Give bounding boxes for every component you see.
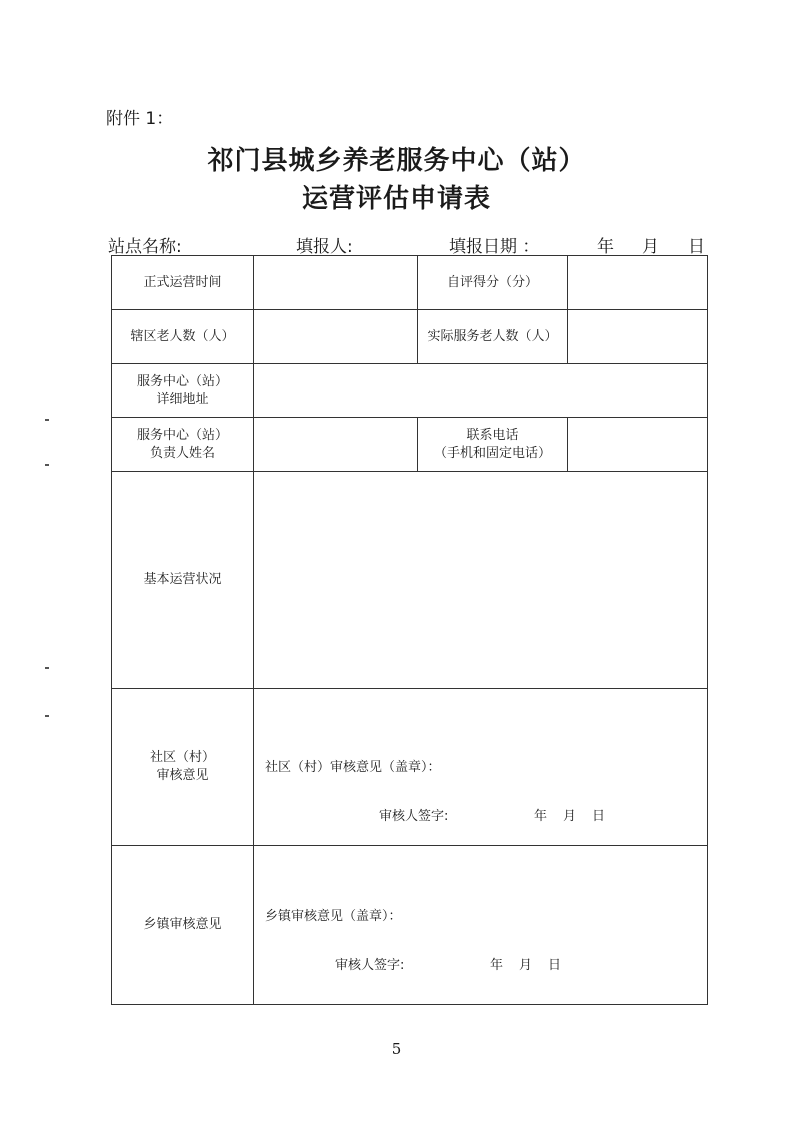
- head-name-label: 服务中心（站） 负责人姓名: [111, 417, 254, 472]
- margin-mark: [45, 715, 49, 717]
- phone-field[interactable]: [567, 417, 708, 472]
- address-label: 服务中心（站） 详细地址: [111, 363, 254, 418]
- month-label: 月: [642, 237, 659, 257]
- town-month-label: 月: [519, 958, 533, 973]
- community-opinion-label: 社区（村）审核意见（盖章）：: [265, 760, 441, 775]
- margin-mark: [45, 419, 49, 421]
- community-year-label: 年: [534, 809, 548, 824]
- filler-label: 填报人:: [296, 237, 353, 257]
- served-elderly-label: 实际服务老人数（人）: [417, 309, 568, 364]
- day-label: 日: [688, 237, 705, 257]
- town-day-label: 日: [548, 958, 562, 973]
- town-review-label: 乡镇审核意见: [111, 845, 254, 1005]
- official-time-label: 正式运营时间: [111, 255, 254, 310]
- self-score-label: 自评得分（分）: [417, 255, 568, 310]
- application-form-table: [111, 255, 708, 1005]
- district-elderly-label: 辖区老人数（人）: [111, 309, 254, 364]
- community-review-field[interactable]: [253, 688, 708, 846]
- margin-mark: [45, 464, 49, 466]
- phone-label: 联系电话 （手机和固定电话）: [417, 417, 568, 472]
- community-review-label: 社区（村） 审核意见: [111, 688, 254, 846]
- town-review-field[interactable]: [253, 845, 708, 1005]
- margin-mark: [45, 667, 49, 669]
- self-score-field[interactable]: [567, 255, 708, 310]
- address-field[interactable]: [253, 363, 708, 418]
- town-opinion-label: 乡镇审核意见（盖章）：: [265, 909, 402, 924]
- community-day-label: 日: [592, 809, 606, 824]
- district-elderly-field[interactable]: [253, 309, 418, 364]
- form-title-line2: 运营评估申请表: [301, 184, 491, 214]
- form-title-line1: 祁门县城乡养老服务中心（站）: [207, 146, 586, 176]
- basic-status-field[interactable]: [253, 471, 708, 689]
- fill-date-label: 填报日期 ：: [449, 237, 540, 257]
- station-name-label: 站点名称:: [108, 237, 182, 257]
- basic-status-label: 基本运营状况: [111, 471, 254, 689]
- community-month-label: 月: [563, 809, 577, 824]
- head-name-field[interactable]: [253, 417, 418, 472]
- served-elderly-field[interactable]: [567, 309, 708, 364]
- attachment-label: 附件 1：: [106, 109, 174, 129]
- town-year-label: 年: [490, 958, 504, 973]
- town-signer-label: 审核人签字:: [335, 958, 405, 973]
- page-number: 5: [391, 1040, 402, 1058]
- community-signer-label: 审核人签字:: [379, 809, 449, 824]
- official-time-field[interactable]: [253, 255, 418, 310]
- year-label: 年: [597, 237, 614, 257]
